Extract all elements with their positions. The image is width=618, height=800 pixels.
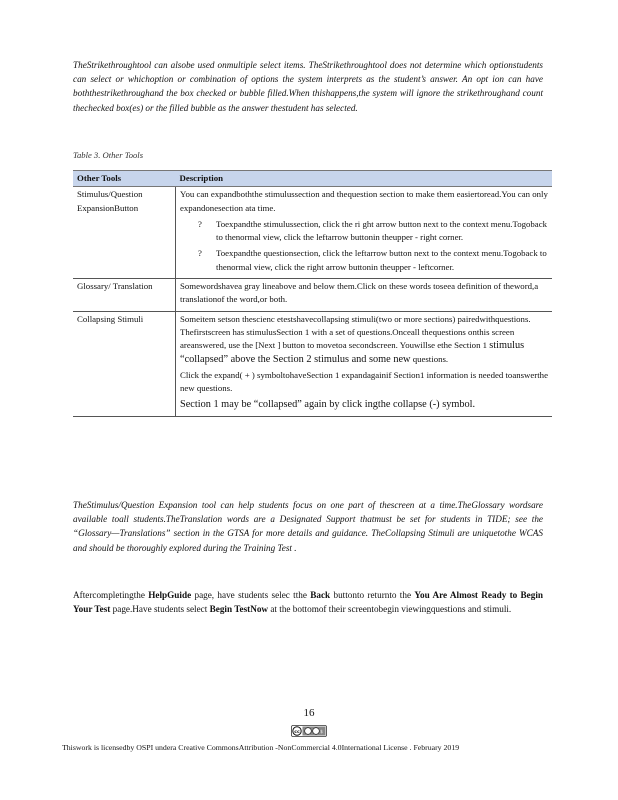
tool-name: Glossary/ Translation [73,279,176,312]
bullet-text: Toexpandthe questionsection, click the leftarrow button next to the context menu.Togoback to thenormal view, click the right arrow buttonin theupper - leftcorner. [216,248,547,272]
bullet-mark: ? [198,248,202,259]
list-item [198,218,548,245]
tool-description [176,187,553,279]
description-text: You can expandboththe stimulussection and thequestion section to make them easiertoread.You can only expandonesection ata time. [180,189,548,213]
tool-description [176,311,553,416]
final-paragraph: Aftercompletingthe HelpGuide page, have students selec tthe Back buttonto returnto the You Are Almost Ready to Begin Your Test page.Have students select Begin TestNow at the bottomof their screentobegin viewingquestions and stimuli. [73,590,544,615]
tool-name: Collapsing Stimuli [73,311,176,416]
svg-text:cc: cc [294,730,300,735]
description-text: Somewordshavea gray lineabove and below them.Click on these words toseea definition of theword,a translationof the word,or both. [180,281,539,305]
bullet-mark: ? [198,218,202,229]
intro-paragraph: TheStrikethroughtool can alsobe used onmultiple select items. TheStrikethroughtool does not determine which optionstudents can select or whichoption or combination of options the system interprets as the student’s answer. An opt ion can have boththestrikethroughand the box checked or bubble filled.When thishappens,the system will ignore the strikethroughand count thechecked box(es) or the filled bubble as the answer thestudent has selected. [73,60,543,113]
svg-text:$: $ [320,729,323,734]
description-text: Click the expand( + ) symboltohaveSection 1 expandagainif Section1 information is needed toanswerthe new questions. [180,369,548,394]
description-text: Someitem setson thescienc etestshavecollapsing stimuli(two or more sections) pairedwithquestions. Thefirstscreen has stimulusSection 1 with a set of questions.Onceall thequestions onthis screen areanswered, use the [Next ] button to movetoa secondscreen. Youwillse ethe Section 1 stimulus “collapsed” above the Section 2 stimulus and some new questions. [180,313,531,365]
stimulus-paragraph: TheStimulus/Question Expansion tool can help students focus on one part of thescreen at a time.TheGlossary wordsare available toall students.TheTranslation words are a Designated Support thatmust be set for students in TIDE; see the “Glossary—Translations” section in the GTSA for more details and guidance. TheCollapsing Stimuli are uniquetothe WCAS and should be thoroughly explored during the Training Test . [73,500,543,553]
tool-name: Stimulus/Question ExpansionButton [73,187,176,279]
tool-description [176,279,553,312]
bullet-text: Toexpandthe stimulussection, click the ri ght arrow button next to the context menu.Togoback to thenormal view, click the leftarrow buttonin theupper - right corner. [216,218,548,243]
description-text: Section 1 may be “collapsed” again by click ingthe collapse (-) symbol. [180,399,476,411]
list-item [198,247,548,274]
table-caption: Table 3. Other Tools [73,150,144,160]
cc-by-nc-icon [291,725,327,737]
license-footer: Thiswork is licensedby OSPI undera Creative CommonsAttribution -NonCommercial 4.0International License . February 2019 [62,743,460,752]
table-row [73,187,552,279]
table-row [73,311,552,416]
other-tools-table [73,170,552,417]
header-tool: Other Tools [73,171,176,187]
table-row [73,279,552,312]
page-number: 16 [303,707,315,719]
table-header-row [73,171,552,187]
header-description: Description [176,171,553,187]
